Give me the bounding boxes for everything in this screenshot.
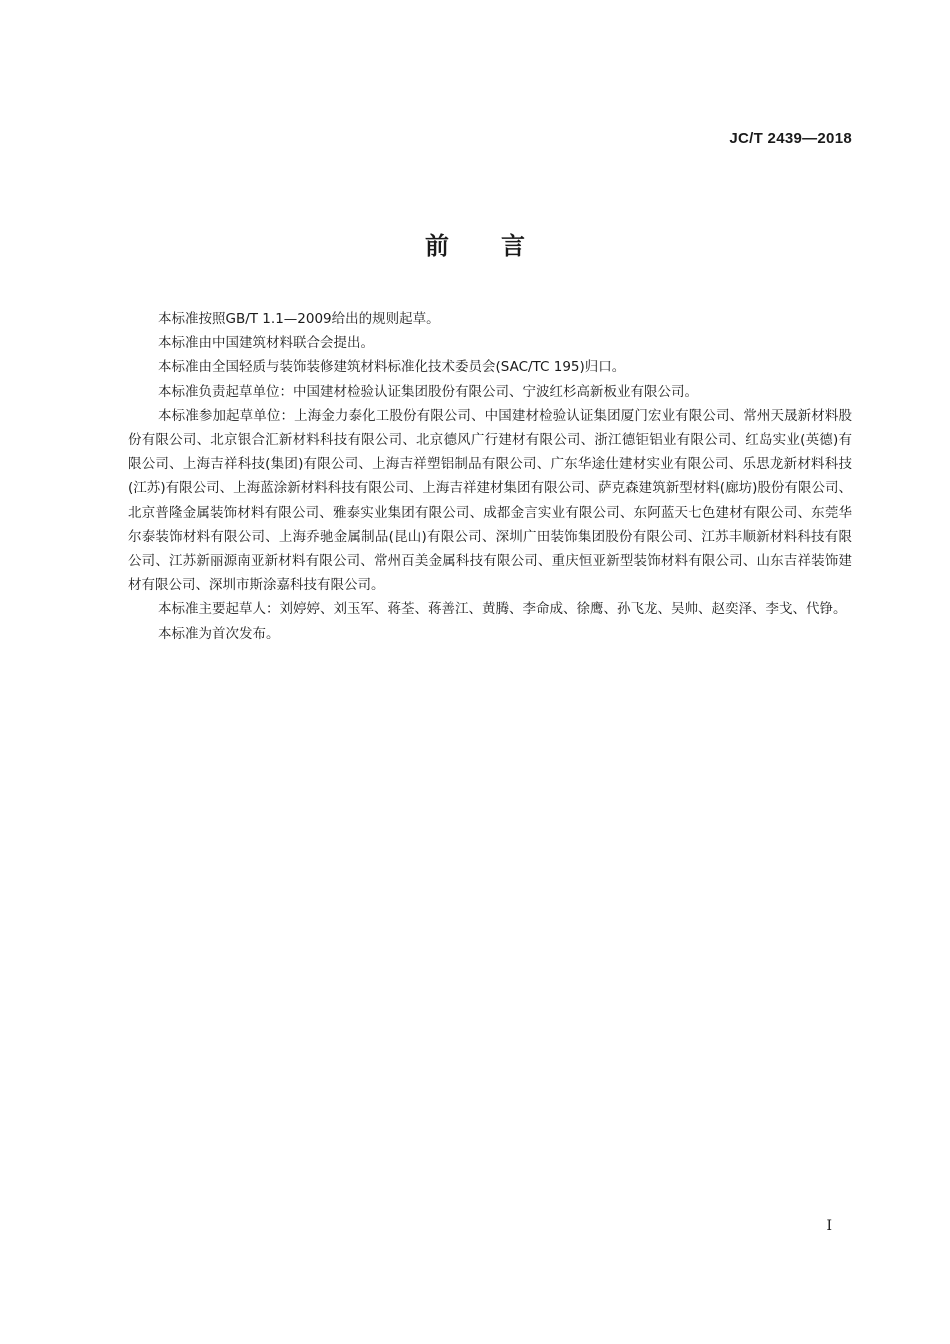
paragraph-drafting-rules: 本标准按照GB/T 1.1—2009给出的规则起草。 [158, 311, 440, 327]
paragraph-participating-units: 本标准参加起草单位：上海金力泰化工股份有限公司、中国建材检验认证集团厦门宏业有限公司、常州天晟新材料股份有限公司、北京银合汇新材料科技有限公司、北京德风广行建材有限公司、浙江德钜铝业有限公司、红岛实业(英德)有限公司、上海吉祥科技(集团)有限公司、上海吉祥塑铝制品有限公司、广东华途仕建材实业有限公司、乐思龙新材料科技(江苏)有限公司、上海蓝涂新材料科技有限公司、上海吉祥建材集团有限公司、萨克森建筑新型材料(廊坊)股份有限公司、北京普隆金属装饰材料有限公司、雅泰实业集团有限公司、成都金言实业有限公司、东阿蓝天七色建材有限公司、东莞华尔泰装饰材料有限公司、上海乔驰金属制品(昆山)有限公司、深圳广田装饰集团股份有限公司、江苏丰顺新材料科技有限公司、江苏新丽源南亚新材料有限公司、常州百美金属科技有限公司、重庆恒亚新型装饰材料有限公司、山东吉祥装饰建材有限公司、深圳市斯涂嘉科技有限公司。 [128, 407, 852, 594]
paragraph-responsible-units: 本标准负责起草单位：中国建材检验认证集团股份有限公司、宁波红杉高新板业有限公司。 [158, 383, 698, 400]
paragraph-main-drafters: 本标准主要起草人：刘婷婷、刘玉军、蒋荃、蒋善江、黄腾、李命成、徐鹰、孙飞龙、吴帅、赵奕泽、李戈、代铮。 [158, 601, 847, 618]
paragraph-first-release: 本标准为首次发布。 [158, 625, 280, 642]
page-title: 前言 [425, 232, 577, 260]
paragraph-proposer: 本标准由中国建筑材料联合会提出。 [158, 335, 374, 352]
standard-number: JC/T 2439—2018 [729, 130, 852, 147]
page-number: I [826, 1218, 832, 1234]
paragraph-administrator: 本标准由全国轻质与装饰装修建筑材料标准化技术委员会(SAC/TC 195)归口。 [158, 359, 626, 376]
foreword-body [128, 307, 852, 646]
